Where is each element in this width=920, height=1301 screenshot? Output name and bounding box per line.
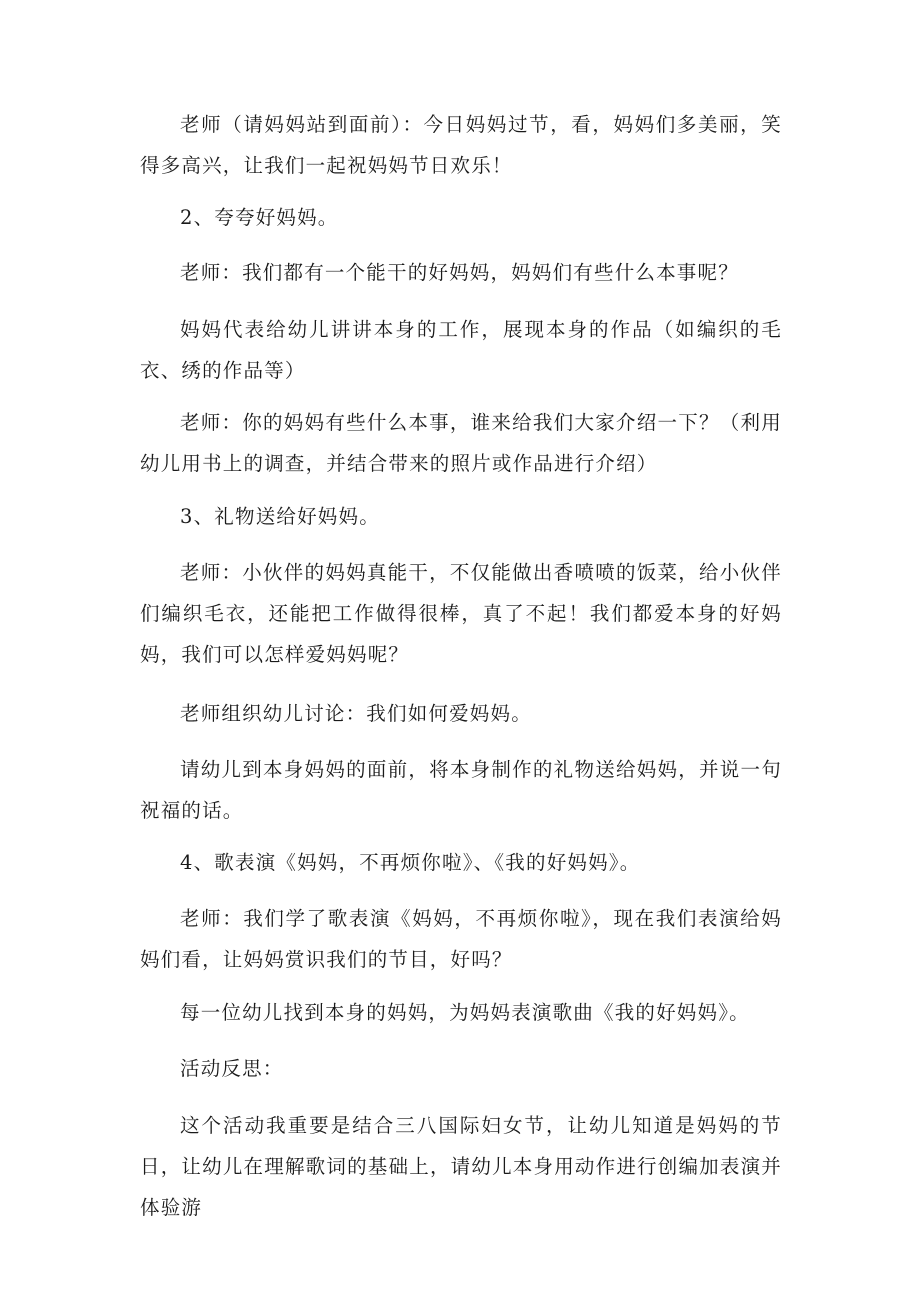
paragraph-teacher-praise-moms: 老师：小伙伴的妈妈真能干，不仅能做出香喷喷的饭菜，给小伙伴们编织毛衣，还能把工作做得很棒，真了不起！我们都爱本身的好妈妈，我们可以怎样爱妈妈呢？ (140, 561, 782, 666)
paragraph-mom-representative: 妈妈代表给幼儿讲讲本身的工作，展现本身的作品（如编织的毛衣、绣的作品等） (140, 318, 782, 382)
paragraph-teacher-performance: 老师：我们学了歌表演《妈妈，不再烦你啦》，现在我们表演给妈妈们看，让妈妈赏识我们的节目，好吗？ (140, 907, 782, 971)
paragraph-each-child-performs: 每一位幼儿找到本身的妈妈，为妈妈表演歌曲《我的好妈妈》。 (180, 1001, 750, 1024)
paragraph-teacher-introduce: 老师：你的妈妈有些什么本事，谁来给我们大家介绍一下？（利用幼儿用书上的调查，并结合带来的照片或作品进行介绍） (140, 411, 782, 475)
paragraph-discussion: 老师组织幼儿讨论：我们如何爱妈妈。 (180, 702, 532, 725)
paragraph-teacher-question: 老师：我们都有一个能干的好妈妈，妈妈们有些什么本事呢？ (180, 261, 739, 284)
heading-activity-reflection: 活动反思： (180, 1057, 284, 1080)
paragraph-reflection: 这个活动我重要是结合三八国际妇女节，让幼儿知道是妈妈的节日，让幼儿在理解歌词的基础上，请幼儿本身用动作进行创编加表演并体验游 (140, 1114, 782, 1219)
section-heading-gift: 3、礼物送给好妈妈。 (180, 505, 380, 528)
paragraph-give-gift: 请幼儿到本身妈妈的面前，将本身制作的礼物送给妈妈，并说一句祝福的话。 (140, 758, 782, 822)
section-heading-praise-mom: 2、夸夸好妈妈。 (180, 206, 339, 229)
paragraph-teacher-greeting: 老师（请妈妈站到面前）：今日妈妈过节，看，妈妈们多美丽，笑得多高兴，让我们一起祝妈妈节日欢乐！ (140, 113, 782, 177)
section-heading-song-performance: 4、歌表演《妈妈，不再烦你啦》、《我的好妈妈》。 (180, 851, 641, 874)
